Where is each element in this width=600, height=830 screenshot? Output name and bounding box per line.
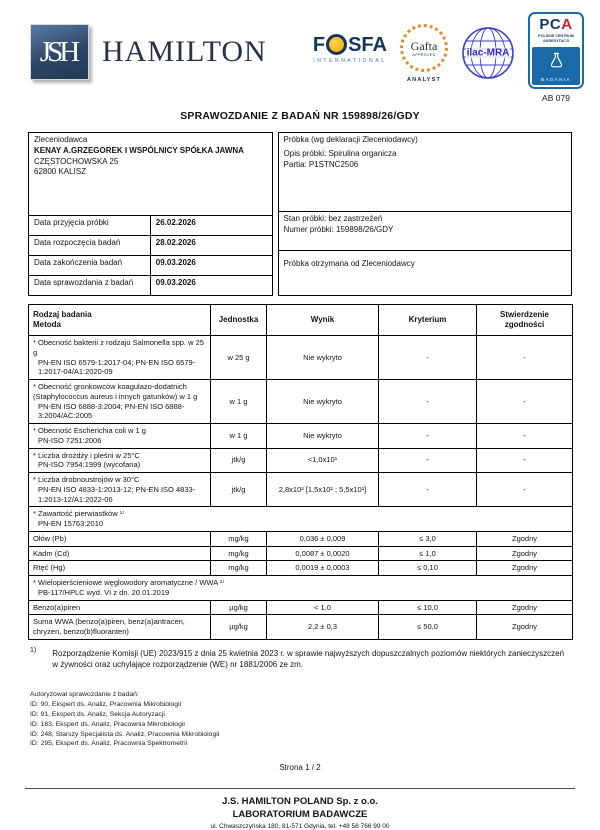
sample-number: Numer próbki: 159898/26/GDY (283, 224, 394, 234)
section-method: PB-117/HPLC wyd. VI z dn. 20.01.2019 (38, 587, 170, 597)
conformity-cell: Zgodny (477, 615, 573, 640)
conformity-cell: Zgodny (477, 561, 573, 576)
table-row (29, 600, 573, 615)
fosfa-subtitle: INTERNATIONAL (313, 58, 387, 64)
date-finished-value: 09.03.2026 (150, 256, 272, 276)
pca-text-accent: A (561, 16, 573, 33)
lab-address: ul. Chwaszczyńska 180, 81-571 Gdynia, tel. +48 58 766 99 00 (210, 823, 390, 830)
test-name: Suma WWA (benzo(a)piren, benz(a)antracen, chryzen, benzo(b)fluoranten) (33, 617, 185, 636)
badge-gafta (400, 24, 448, 83)
client-name: KENAY A.GRZEGOREK I WSPÓLNICY SPÓŁKA JAWNA (34, 145, 244, 155)
jsh-logo-icon: JSH (30, 24, 89, 80)
test-name-cell (29, 448, 211, 473)
section-method: PN-EN 15763:2010 (38, 519, 104, 528)
unit-cell: jtk/g (211, 448, 267, 473)
table-row (29, 531, 573, 546)
results-header-row (29, 305, 573, 336)
header-test-line2: Metoda (33, 320, 61, 329)
signer-line: ID: 248, Starszy Specjalista ds. Analiz, Pracownia Mikrobiologii (30, 730, 220, 738)
table-row (29, 424, 573, 449)
fosfa-text-start: F (312, 33, 326, 56)
flask-icon (547, 51, 566, 70)
test-name: * Obecność gronkowców koagulazo-dodatnich (Staphylococcus aureus i innych gatunków) w 1 g (33, 382, 198, 401)
test-method: PN-EN ISO 6579-1:2017-04; PN-EN ISO 6579-1:2017-04/A1:2020-09 (38, 357, 196, 377)
conformity-cell: - (477, 473, 573, 507)
fosfa-text-end: SFA (348, 33, 387, 56)
criterion-cell: - (379, 448, 477, 473)
date-report-label: Data sprawozdania z badań (29, 275, 151, 295)
signer-line: ID: 90, Ekspert ds. Analiz, Pracownia Mikrobiologii (30, 700, 182, 708)
gafta-wreath-icon (400, 24, 448, 72)
conformity-cell: - (477, 380, 573, 424)
pca-logo (532, 17, 580, 32)
report-title: SPRAWOZDANIE Z BADAŃ NR 159898/26/GDY (180, 110, 420, 122)
company-name: J.S. HAMILTON POLAND Sp. z o.o. (222, 796, 378, 808)
test-name-cell (29, 336, 211, 380)
test-name-cell (29, 546, 211, 561)
section-header-pah (29, 576, 573, 601)
sample-description: Opis próbki: Spirulina organicza (283, 148, 397, 158)
sample-received: Próbka otrzymana od Zleceniodawcy (283, 259, 415, 268)
table-row (278, 251, 571, 296)
date-received-value: 26.02.2026 (150, 216, 272, 236)
authorization-title: Autoryzował sprawozdanie z badań: (30, 691, 139, 699)
sample-batch: Partia: P1STNC2506 (283, 159, 359, 169)
col-header-unit: Jednostka (211, 305, 267, 336)
criterion-cell: ≤ 3,0 (379, 531, 477, 546)
ilac-mra-label: ilac-MRA (466, 47, 510, 59)
header-conformity-line2: zgodności (504, 320, 545, 329)
col-header-criterion: Kryterium (379, 305, 477, 336)
table-row (29, 546, 573, 561)
criterion-cell: ≤ 0,10 (379, 561, 477, 576)
col-header-result: Wynik (267, 305, 379, 336)
result-cell: 0,0087 ± 0,0020 (267, 546, 379, 561)
header (0, 0, 600, 104)
criterion-cell: ≤ 1,0 (379, 546, 477, 561)
test-name-cell (29, 380, 211, 424)
info-section (28, 132, 572, 296)
footnote (28, 648, 572, 670)
brand (30, 24, 267, 80)
client-address-line1: CZĘSTOCHOWSKA 25 (34, 156, 119, 166)
result-cell: 2,8x10² [1,5x10² ; 5,5x10²] (267, 473, 379, 507)
table-row (29, 275, 273, 295)
fosfa-logo (313, 34, 387, 55)
criterion-cell: ≤ 10,0 (379, 600, 477, 615)
gafta-approved-label: APPROVED (412, 52, 436, 57)
gafta-name: Gafta (410, 38, 438, 53)
date-started-value: 28.02.2026 (150, 236, 272, 256)
client-box (29, 133, 273, 216)
sample-status: Stan próbki: bez zastrzeżeń (283, 214, 383, 223)
date-received-label: Data przyjęcia próbki (29, 216, 151, 236)
test-name: * Obecność bakterii z rodzaju Salmonella spp. w 25 g (33, 338, 204, 357)
table-row (29, 256, 273, 276)
test-name-cell (29, 600, 211, 615)
test-name: * Obecność Escherichia coli w 1 g (33, 426, 146, 435)
signer-line: ID: 91, Ekspert ds. Analiz, Sekcja Autoryzacji (30, 710, 165, 718)
test-name-cell (29, 531, 211, 546)
footnote-text: Rozporządzenie Komisji (UE) 2023/915 z dnia 25 kwietnia 2023 r. w sprawie najwyższych dopuszczalnych poziomów niektórych zanieczyszczeń w żywności oraz uchylające rozporządzenie (WE) nr 1881/2006 ze zm. (52, 648, 565, 669)
unit-cell: w 1 g (211, 424, 267, 449)
unit-cell: mg/kg (211, 531, 267, 546)
result-cell: Nie wykryto (267, 380, 379, 424)
globe-icon (326, 34, 347, 55)
col-header-conformity (477, 305, 573, 336)
table-row (29, 473, 573, 507)
certification-badges (313, 12, 584, 103)
pca-org-name (532, 34, 580, 44)
conformity-cell: Zgodny (477, 531, 573, 546)
test-method: PN-ISO 7251:2006 (38, 435, 102, 445)
pca-org-line1: POLSKIE CENTRUM (538, 34, 574, 38)
page-number: Strona 1 / 2 (279, 763, 321, 773)
table-row (29, 336, 573, 380)
brand-name: HAMILTON (102, 35, 267, 68)
table-row (29, 236, 273, 256)
gafta-analyst-label: ANALYST (406, 77, 442, 83)
test-name-cell (29, 615, 211, 640)
unit-cell: jtk/g (211, 473, 267, 507)
results-table (28, 304, 573, 640)
unit-cell: w 25 g (211, 336, 267, 380)
section-header-elements (29, 507, 573, 532)
result-cell: Nie wykryto (267, 424, 379, 449)
pca-text: PC (539, 16, 562, 33)
sample-received-box (278, 251, 571, 296)
section-row (29, 576, 573, 601)
lab-name: LABORATORIUM BADAWCZE (232, 809, 368, 821)
table-row (29, 133, 273, 216)
test-name: Benzo(a)piren (33, 602, 81, 612)
pca-badania-label: BADANIA (541, 76, 571, 82)
result-cell: 0,036 ± 0,009 (267, 531, 379, 546)
unit-cell: w 1 g (211, 380, 267, 424)
result-cell: <1,0x10¹ (267, 448, 379, 473)
test-name: * Liczba drożdży i pleśni w 25°C (33, 450, 140, 460)
table-row (278, 212, 571, 251)
table-row (29, 380, 573, 424)
conformity-cell: - (477, 336, 573, 380)
result-cell: 2,2 ± 0,3 (267, 615, 379, 640)
unit-cell: mg/kg (211, 561, 267, 576)
signer-line: ID: 295, Ekspert ds. Analiz, Pracownia Spektrometrii (30, 740, 188, 748)
header-test-line1: Rodzaj badania (33, 309, 92, 319)
signer-line: ID: 183, Ekspert ds. Analiz, Pracownia Mikrobiologii (30, 720, 185, 728)
footnote-marker: 1) (30, 646, 37, 654)
badge-pca (528, 12, 584, 103)
test-name-cell (29, 473, 211, 507)
conformity-cell: Zgodny (477, 600, 573, 615)
date-finished-label: Data zakończenia badań (29, 256, 151, 276)
test-method: PN-EN ISO 6888-3:2004; PN-EN ISO 6888-3:2004/AC:2005 (38, 401, 185, 421)
result-cell: < 1,0 (267, 600, 379, 615)
table-row (29, 448, 573, 473)
client-dates-table (28, 132, 273, 296)
test-method: PN-EN ISO 4833-1:2013-12; PN-EN ISO 4833-1:2013-12/A1:2022-06 (38, 484, 196, 504)
conformity-cell: - (477, 448, 573, 473)
criterion-cell: - (379, 473, 477, 507)
criterion-cell: - (379, 424, 477, 449)
date-started-label: Data rozpoczęcia badań (29, 236, 151, 256)
pca-frame (528, 12, 584, 89)
sample-box (278, 133, 571, 212)
criterion-cell: - (379, 380, 477, 424)
section-name: * Wielopierścieniowe węglowodory aromatyczne / WWA ¹⁾ (33, 578, 225, 587)
criterion-cell: ≤ 50,0 (379, 615, 477, 640)
sample-status-box (278, 212, 571, 251)
col-header-test (29, 305, 211, 336)
table-row (29, 615, 573, 640)
section-name: * Zawartość pierwiastków ¹⁾ (33, 509, 125, 519)
result-cell: 0,0019 ± 0,0003 (267, 561, 379, 576)
authorization-block (30, 690, 600, 749)
sample-table (278, 132, 572, 296)
table-row (29, 561, 573, 576)
sample-header: Próbka (wg deklaracji Zleceniodawcy) (283, 135, 418, 144)
conformity-cell: - (477, 424, 573, 449)
pca-badania-box (532, 47, 580, 85)
criterion-cell: - (379, 336, 477, 380)
test-method: PN-ISO 7954:1999 (wycofana) (38, 460, 141, 470)
test-name: Kadm (Cd) (33, 548, 70, 558)
unit-cell: µg/kg (211, 600, 267, 615)
badge-fosfa (313, 34, 387, 64)
test-name-cell (29, 424, 211, 449)
conformity-cell: Zgodny (477, 546, 573, 561)
result-cell: Nie wykryto (267, 336, 379, 380)
table-row (29, 216, 273, 236)
client-address-line2: 62800 KALISZ (34, 167, 87, 177)
pca-accreditation-number: AB 079 (542, 92, 570, 103)
pca-org-line2: AKREDYTACJI (543, 38, 569, 43)
unit-cell: µg/kg (211, 615, 267, 640)
test-name: * Liczba drobnoustrojów w 30°C (33, 475, 140, 484)
test-name-cell (29, 561, 211, 576)
badge-ilac-mra (461, 26, 515, 80)
test-name: Rtęć (Hg) (33, 563, 66, 573)
header-conformity-line1: Stwierdzenie (500, 309, 549, 319)
test-name: Ołów (Pb) (33, 533, 67, 543)
unit-cell: mg/kg (211, 546, 267, 561)
client-label: Zleceniodawca (34, 135, 88, 144)
section-row (29, 507, 573, 532)
date-report-value: 09.03.2026 (150, 275, 272, 295)
footer (25, 788, 575, 830)
table-row (278, 133, 571, 212)
